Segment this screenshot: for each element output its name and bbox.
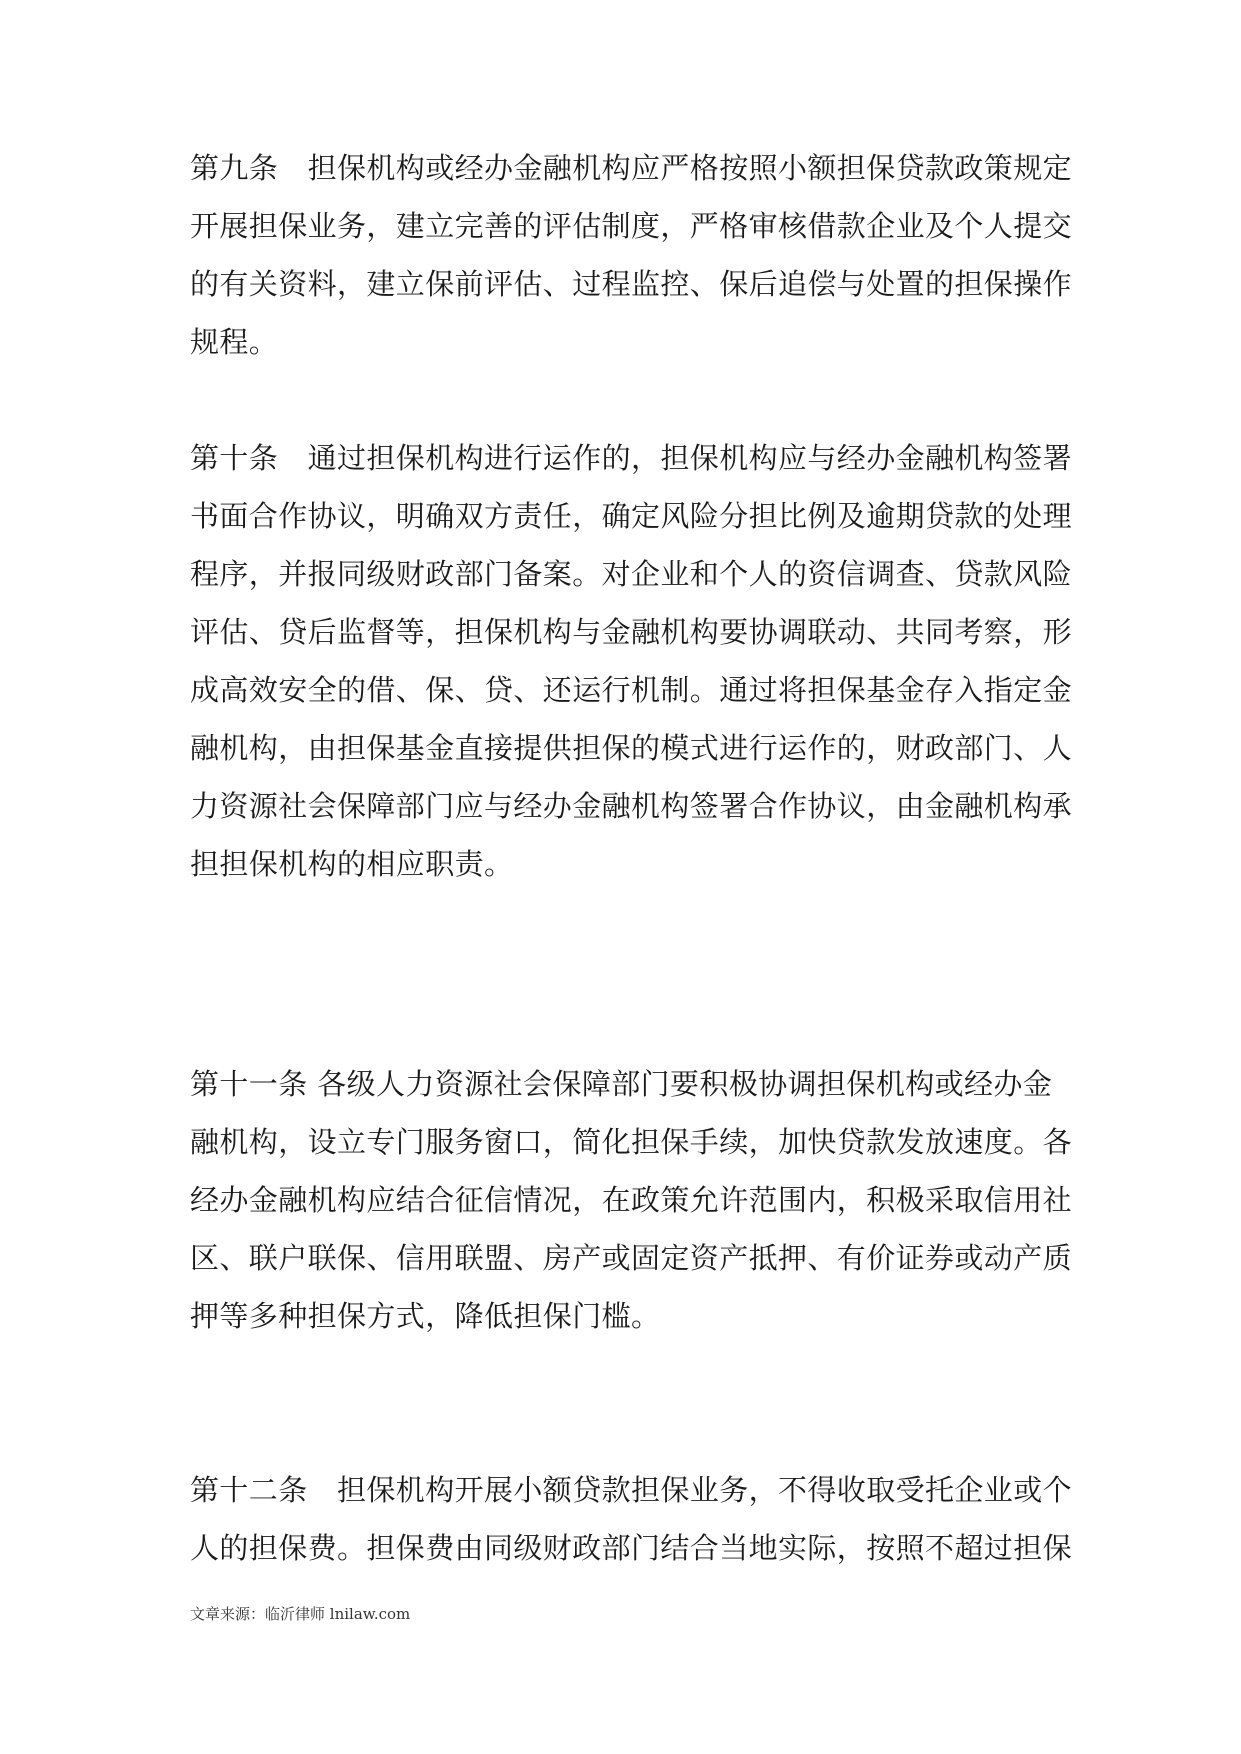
article-10-line-5: 成高效安全的借、保、贷、还运行机制。通过将担保基金存入指定金 [190, 673, 1073, 707]
article-10-line-2: 书面合作协议，明确双方责任，确定风险分担比例及逾期贷款的处理 [190, 499, 1073, 533]
article-10-line-1: 第十条 通过担保机构进行运作的，担保机构应与经办金融机构签署 [190, 441, 1073, 475]
article-10-line-4: 评估、贷后监督等，担保机构与金融机构要协调联动、共同考察，形 [190, 615, 1073, 649]
article-9-line-2: 开展担保业务，建立完善的评估制度，严格审核借款企业及个人提交 [190, 209, 1073, 243]
article-11-line-4: 区、联户联保、信用联盟、房产或固定资产抵押、有价证券或动产质 [190, 1241, 1073, 1275]
article-12-line-2: 人的担保费。担保费由同级财政部门结合当地实际，按照不超过担保 [190, 1531, 1073, 1565]
article-9-line-3: 的有关资料，建立保前评估、过程监控、保后追偿与处置的担保操作 [190, 267, 1073, 301]
article-10-line-7: 力资源社会保障部门应与经办金融机构签署合作协议，由金融机构承 [190, 789, 1073, 823]
article-10-line-8: 担担保机构的相应职责。 [190, 847, 514, 881]
article-12-line-1: 第十二条 担保机构开展小额贷款担保业务，不得收取受托企业或个 [190, 1473, 1073, 1507]
article-11-line-3: 经办金融机构应结合征信情况，在政策允许范围内，积极采取信用社 [190, 1183, 1073, 1217]
source-footer: 文章来源：临沂律师 lnilaw.com [190, 1605, 411, 1623]
article-9-line-4: 规程。 [190, 325, 279, 359]
article-11-line-1: 第十一条 各级人力资源社会保障部门要积极协调担保机构或经办金 [190, 1067, 1053, 1101]
article-11-line-2: 融机构，设立专门服务窗口，简化担保手续，加快贷款发放速度。各 [190, 1125, 1073, 1159]
article-10-line-3: 程序，并报同级财政部门备案。对企业和个人的资信调查、贷款风险 [190, 557, 1073, 591]
article-10-line-6: 融机构，由担保基金直接提供担保的模式进行运作的，财政部门、人 [190, 731, 1073, 765]
article-11-line-5: 押等多种担保方式，降低担保门槛。 [190, 1299, 661, 1333]
article-9-line-1: 第九条 担保机构或经办金融机构应严格按照小额担保贷款政策规定 [190, 151, 1073, 185]
